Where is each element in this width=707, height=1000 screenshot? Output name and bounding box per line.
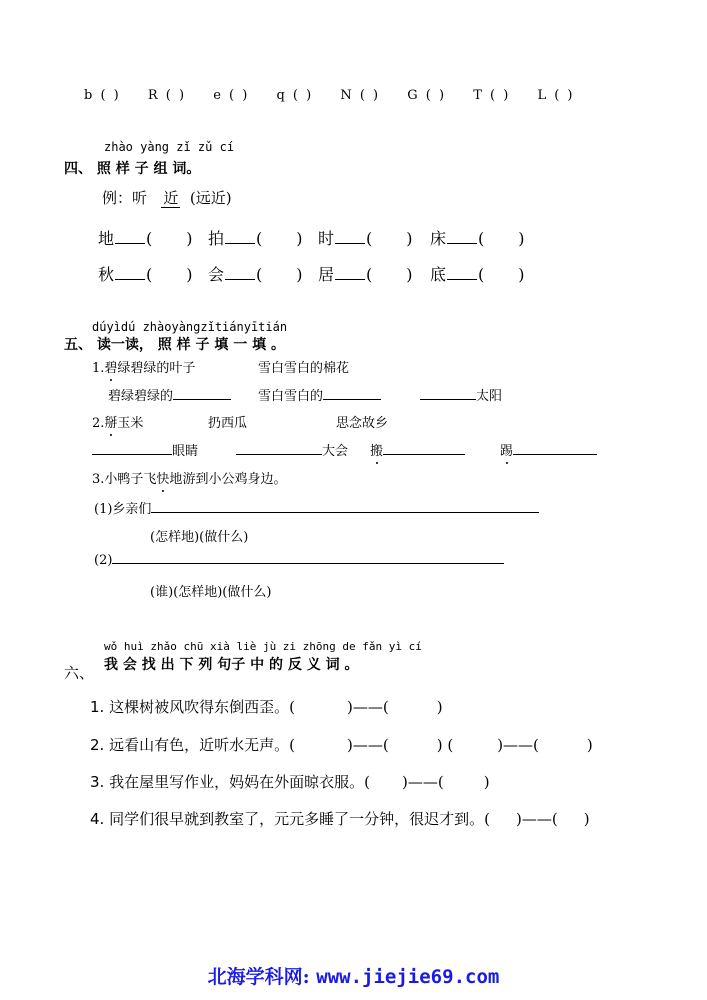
section5-title: 读一读， 照 样 子 填 一 填 。	[96, 337, 285, 353]
footer-watermark	[0, 962, 707, 989]
footer-name: 北海学科网:	[207, 966, 310, 988]
antonym-item-1[interactable]: 1. 这棵树被风吹得东倒西歪。( )——( )	[90, 698, 443, 716]
antonym-item-3[interactable]: 3. 我在屋里写作业，妈妈在外面晾衣服。( )——( )	[90, 773, 490, 791]
letter-item: R ( )	[147, 88, 185, 103]
section6-number: 六、	[64, 664, 95, 682]
q3-line2[interactable]: (2)	[94, 553, 504, 568]
word-blank[interactable]: 底 ( )	[430, 265, 525, 284]
section4-example	[102, 187, 232, 208]
q2-blank2[interactable]: 大会	[236, 440, 348, 459]
word-blank[interactable]: 床 ( )	[430, 229, 525, 248]
section4-number: 四、	[64, 161, 92, 177]
letter-item: L ( )	[537, 88, 573, 103]
word-blank[interactable]: 会 ( )	[208, 265, 303, 284]
q2-example3: 思念故乡	[336, 416, 389, 431]
q2-example1: 2.掰玉米	[92, 412, 143, 431]
q3-hint2: (谁)(怎样地)(做什么)	[150, 585, 272, 600]
example-word: 近	[163, 189, 179, 207]
q1-blank1[interactable]: 碧绿碧绿的	[108, 385, 231, 404]
word-blank[interactable]: 地 ( )	[98, 229, 193, 248]
footer-url[interactable]: www.jiejie69.com	[316, 966, 500, 988]
section4-heading	[64, 158, 200, 178]
section5-heading	[64, 334, 285, 354]
q2-blank3[interactable]: 搬	[370, 440, 465, 459]
antonym-item-2[interactable]: 2. 远看山有色，近听水无声。( )——( ) ( )——( )	[90, 736, 593, 754]
letter-item: b ( )	[84, 88, 119, 103]
q1-example2: 雪白雪白的棉花	[258, 361, 350, 376]
word-blank[interactable]: 居 ( )	[318, 265, 413, 284]
word-blank[interactable]: 秋 ( )	[98, 265, 193, 284]
q2-blank1[interactable]: 眼睛	[92, 440, 198, 459]
letter-item: N ( )	[340, 88, 379, 103]
q1-blank3[interactable]: 太阳	[420, 385, 502, 404]
letter-row	[84, 88, 594, 103]
section5-number: 五、	[64, 337, 92, 353]
letter-item: q ( )	[276, 88, 312, 103]
antonym-item-4[interactable]: 4. 同学们很早就到教室了，元元多睡了一分钟，很迟才到。( )——( )	[90, 810, 590, 828]
q2-blank4[interactable]: 踢	[500, 440, 597, 459]
q1-blank2[interactable]: 雪白雪白的	[258, 385, 381, 404]
letter-item: G ( )	[407, 88, 445, 103]
q3-line1[interactable]: (1)乡亲们	[94, 498, 539, 517]
letter-item: T ( )	[473, 88, 509, 103]
q3-example: 3.小鸭子飞快地游到小公鸡身边。	[92, 468, 286, 487]
section4-title: 照 样 子 组 词。	[96, 161, 201, 177]
section6-title: 我 会 找 出 下 列 句子 中 的 反 义 词 。	[104, 657, 359, 673]
section4-pinyin: zhào yàng zǐ zǔ cí	[104, 140, 235, 154]
q2-example2: 扔西瓜	[208, 416, 248, 431]
section5-pinyin: dúyìdú zhàoyàngzǐtiányītián	[92, 320, 288, 334]
letter-item: e ( )	[213, 88, 248, 103]
word-blank[interactable]: 拍 ( )	[208, 229, 303, 248]
example-prefix: 例：听	[102, 189, 148, 207]
q1-example: 1.碧绿碧绿的叶子	[92, 357, 195, 376]
word-blank[interactable]: 时 ( )	[318, 229, 413, 248]
q3-hint1: (怎样地)(做什么)	[150, 530, 249, 545]
section6-pinyin: wǒ huì zhǎo chū xià liè jù zi zhōng de fǎn yì cí	[104, 640, 422, 653]
example-answer: (远近)	[189, 189, 232, 207]
